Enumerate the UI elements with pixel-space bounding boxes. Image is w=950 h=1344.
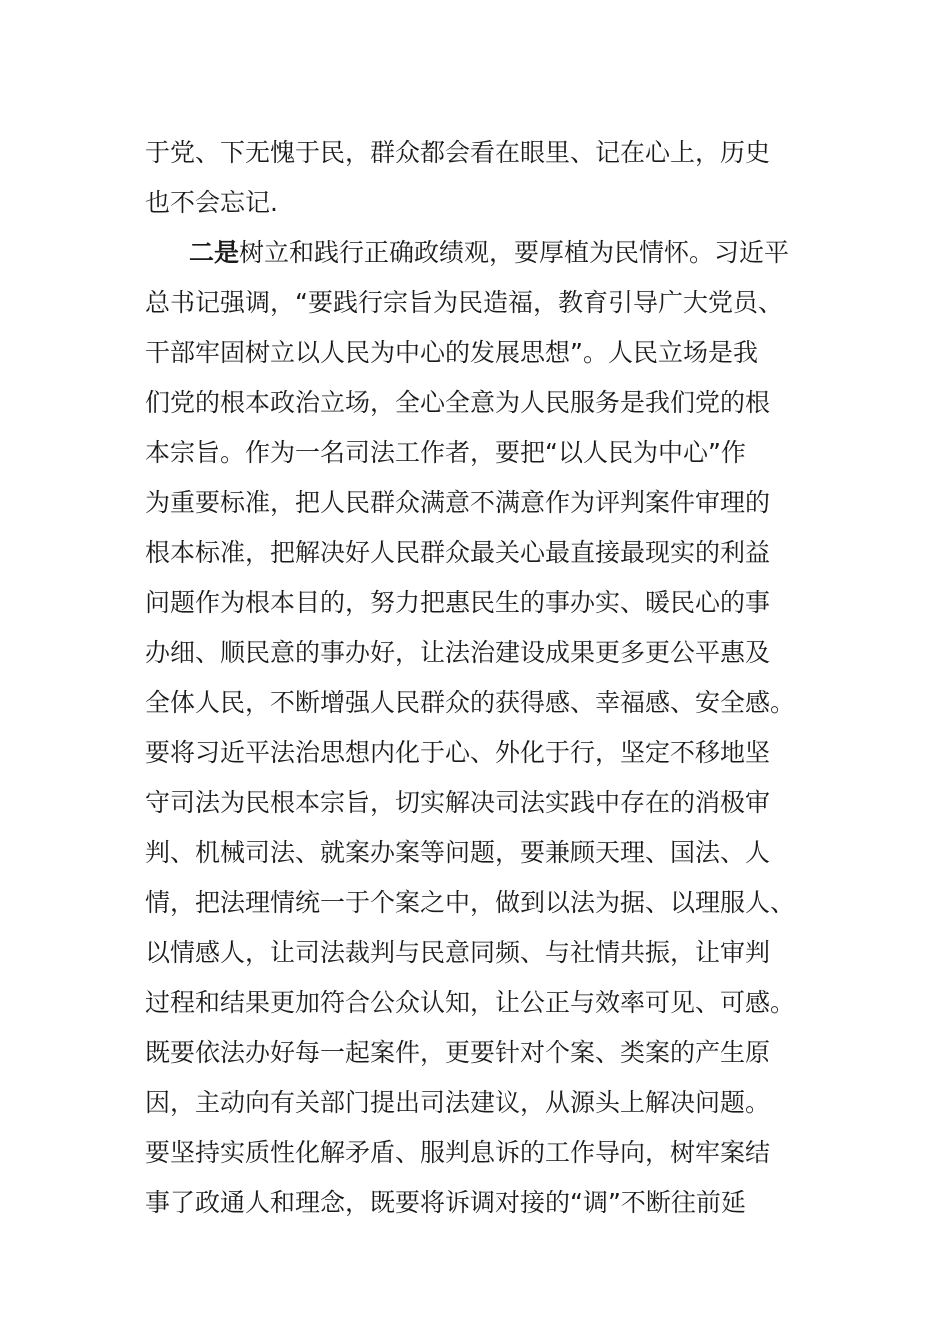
text-line: 因，主动向有关部门提出司法建议，从源头上解决问题。 <box>145 1088 771 1117</box>
text-line: 们党的根本政治立场，全心全意为人民服务是我们党的根 <box>145 388 771 417</box>
text-line: 判、机械司法、就案办案等问题，要兼顾天理、国法、人 <box>145 838 771 867</box>
paragraph-first-line <box>145 228 815 278</box>
text-line: 要坚持实质性化解矛盾、服判息诉的工作导向，树牢案结 <box>145 1138 771 1167</box>
text-line: 全体人民，不断增强人民群众的获得感、幸福感、安全感。 <box>145 688 796 717</box>
text-line: 办细、顺民意的事办好，让法治建设成果更多更公平惠及 <box>145 638 771 667</box>
paragraph-lead: 二是 <box>189 238 240 267</box>
text-line: 情，把法理情统一于个案之中，做到以法为据、以理服人、 <box>145 888 796 917</box>
text-line: 过程和结果更加符合公众认知，让公正与效率可见、可感。 <box>145 988 796 1017</box>
text-line: 于党、下无愧于民，群众都会看在眼里、记在心上，历史 <box>145 138 771 167</box>
text-line: 守司法为民根本宗旨，切实解决司法实践中存在的消极审 <box>145 788 771 817</box>
text-line: 事了政通人和理念，既要将诉调对接的“调”不断往前延 <box>145 1188 746 1217</box>
text-line: 为重要标准，把人民群众满意不满意作为评判案件审理的 <box>145 488 771 517</box>
text-line: 根本标准，把解决好人民群众最关心最直接最现实的利益 <box>145 538 771 567</box>
text-line: 要将习近平法治思想内化于心、外化于行，坚定不移地坚 <box>145 738 771 767</box>
text-line: 既要依法办好每一起案件，更要针对个案、类案的产生原 <box>145 1038 771 1067</box>
text-line: 本宗旨。作为一名司法工作者，要把“以人民为中心”作 <box>145 438 746 467</box>
paragraph-first-line-text: 树立和践行正确政绩观，要厚植为民情怀。习近平 <box>239 238 790 267</box>
document-body <box>145 128 815 1228</box>
text-line: 干部牢固树立以人民为中心的发展思想”。人民立场是我 <box>145 338 758 367</box>
text-line: 也不会忘记. <box>145 188 278 217</box>
text-line: 问题作为根本目的，努力把惠民生的事办实、暖民心的事 <box>145 588 771 617</box>
text-line: 以情感人，让司法裁判与民意同频、与社情共振，让审判 <box>145 938 771 967</box>
text-line: 总书记强调，“要践行宗旨为民造福，教育引导广大党员、 <box>145 288 783 317</box>
